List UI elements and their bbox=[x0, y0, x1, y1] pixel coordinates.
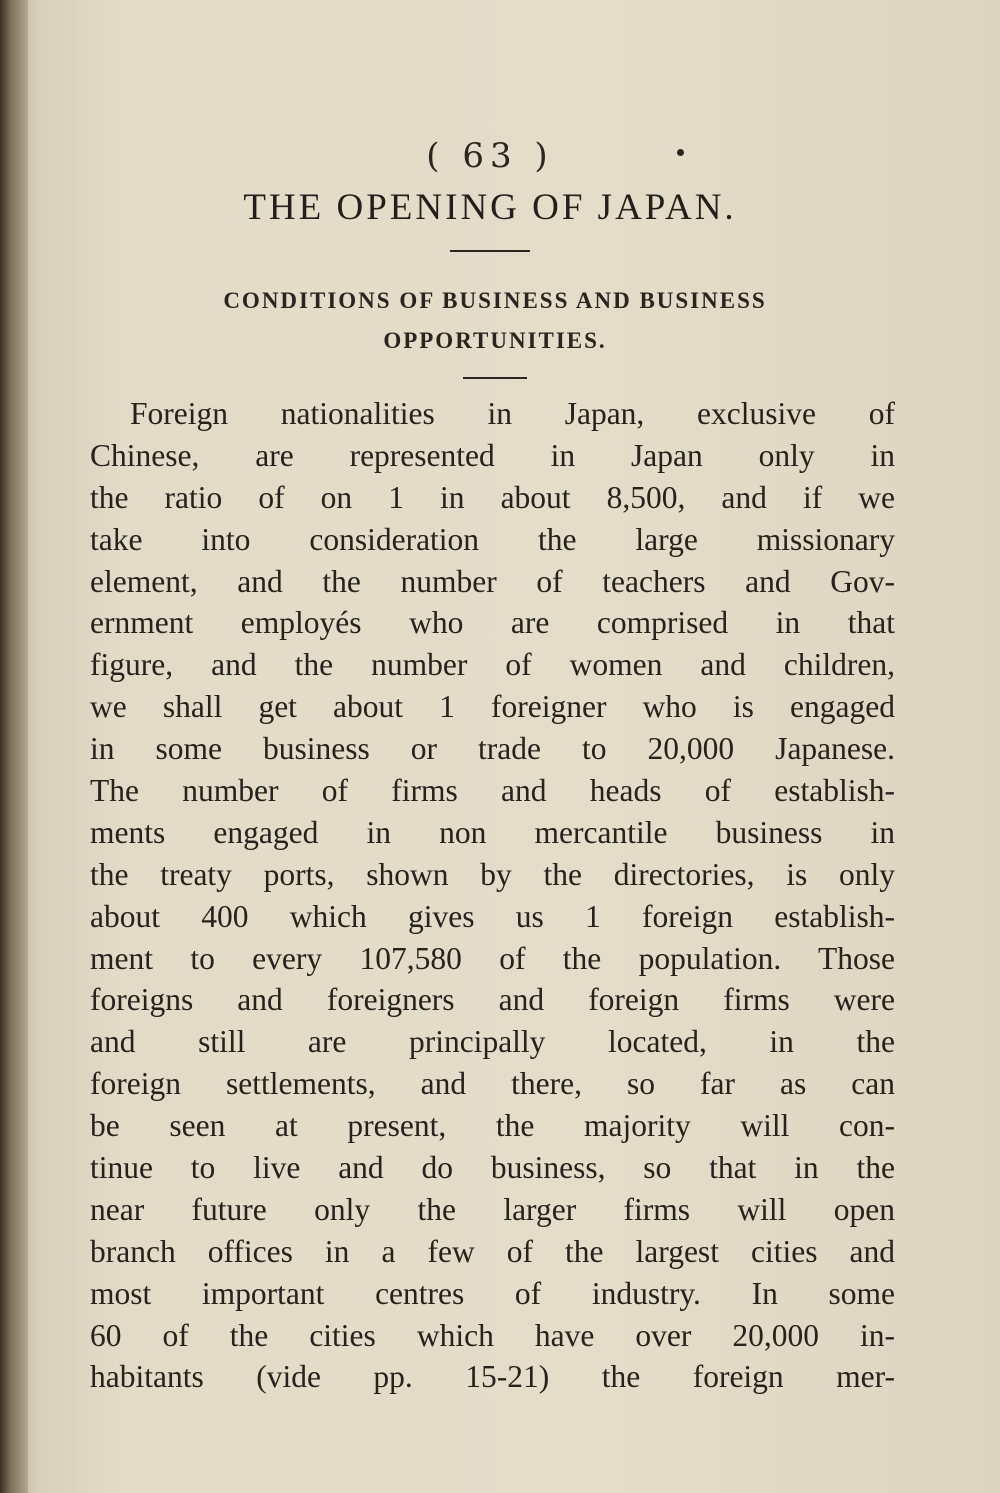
body-line: The number of firms and heads of establish- bbox=[90, 773, 895, 809]
page-number: ( 63 ) bbox=[426, 136, 554, 176]
body-line: branch offices in a few of the largest cities and bbox=[90, 1233, 895, 1269]
body-line: Foreign nationalities in Japan, exclusive of bbox=[130, 396, 895, 431]
subtitle-line-1: CONDITIONS OF BUSINESS AND BUSINESS bbox=[223, 288, 767, 313]
body-line: near future only the larger firms will open bbox=[90, 1191, 895, 1227]
body-line: element, and the number of teachers and Gov- bbox=[90, 563, 895, 599]
body-line: most important centres of industry. In some bbox=[90, 1275, 895, 1311]
body-line: foreigns and foreigners and foreign firms were bbox=[90, 982, 895, 1018]
body-line: tinue to live and do business, so that in the bbox=[90, 1150, 895, 1186]
body-paragraph bbox=[90, 393, 895, 1398]
body-line: the treaty ports, shown by the directories, is only bbox=[90, 856, 895, 892]
body-line: and still are principally located, in the bbox=[90, 1024, 895, 1060]
chapter-title: THE OPENING OF JAPAN. bbox=[243, 187, 737, 228]
book-binding-shadow bbox=[0, 0, 28, 1493]
body-line: we shall get about 1 foreigner who is engaged bbox=[90, 689, 895, 725]
body-line: about 400 which gives us 1 foreign establish- bbox=[90, 898, 895, 934]
body-line: figure, and the number of women and children, bbox=[90, 647, 895, 683]
body-line: in some business or trade to 20,000 Japanese. bbox=[90, 731, 895, 767]
body-line: habitants (vide pp. 15-21) the foreign mer- bbox=[90, 1359, 895, 1395]
body-line: ment to every 107,580 of the population. Those bbox=[90, 940, 895, 976]
subtitle-line-2: OPPORTUNITIES. bbox=[383, 328, 607, 353]
ink-speck bbox=[677, 149, 684, 156]
subtitle-divider bbox=[463, 377, 527, 379]
section-subtitle bbox=[100, 281, 890, 361]
body-line: ments engaged in non mercantile business in bbox=[90, 814, 895, 850]
body-line: take into consideration the large missionary bbox=[90, 521, 895, 557]
body-line: Chinese, are represented in Japan only in bbox=[90, 437, 895, 473]
body-line: foreign settlements, and there, so far as can bbox=[90, 1066, 895, 1102]
title-divider bbox=[450, 250, 530, 252]
body-line: the ratio of on 1 in about 8,500, and if we bbox=[90, 479, 895, 515]
body-line: ernment employés who are comprised in that bbox=[90, 605, 895, 641]
body-line: be seen at present, the majority will con- bbox=[90, 1108, 895, 1144]
body-line: 60 of the cities which have over 20,000 in- bbox=[90, 1317, 895, 1353]
